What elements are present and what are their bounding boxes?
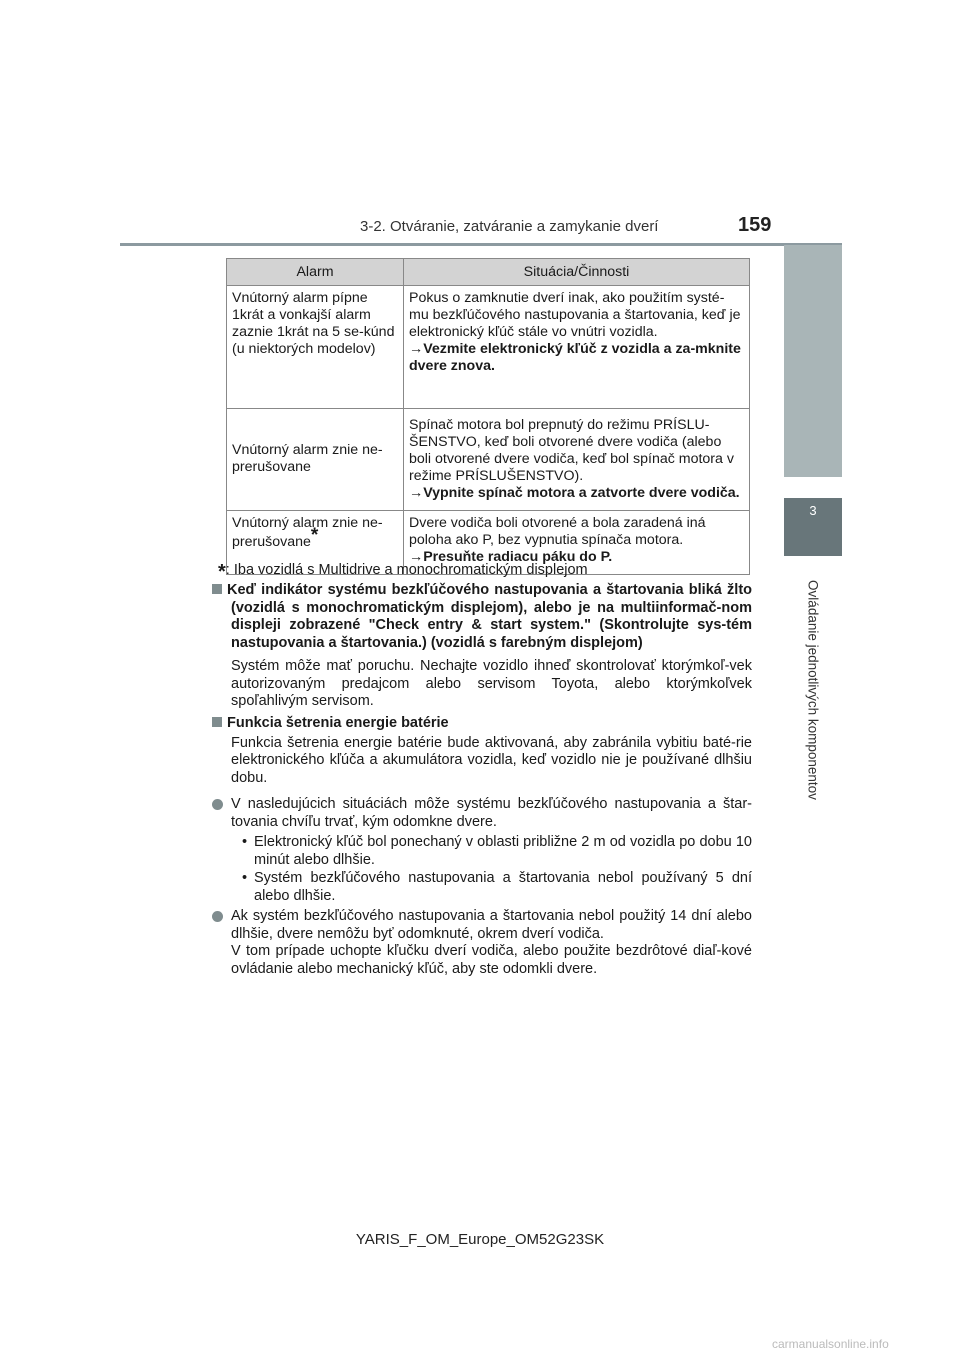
square-bullet-icon [212, 717, 222, 727]
action-text: →Vypnite spínač motora a zatvorte dvere vodiča. [409, 484, 740, 501]
table-cell-alarm [227, 286, 404, 409]
list-item [242, 870, 752, 905]
action-text: →Presuňte radiacu páku do P. [409, 549, 613, 565]
page-number: 159 [738, 214, 772, 236]
watermark: carmanualsonline.info [772, 1337, 889, 1351]
section-heading: Keď indikátor systému bezkľúčového nastupovania a štartovania bliká žlto (vozidlá s monochromatickým displejom), alebo je na multiinformač-nom displeji zobrazené "Check entry & start system." (Skontrolujte sys-tém nastupovania a štartovania.) (vozidlá s farebným displejom) [227, 582, 752, 651]
footnote [218, 557, 588, 583]
sub-bullet-text: Systém bezkľúčového nastupovania a štartovania nebol používaný 5 dní alebo dlhšie. [254, 870, 752, 904]
list-item [212, 796, 752, 831]
bullet-text: Ak systém bezkľúčového nastupovania a štartovania nebol použitý 14 dní alebo dlhšie, dvere nemôžu byť odomknuté, okrem dverí vodiča. [231, 908, 752, 942]
footnote-mark: * [218, 561, 226, 583]
alarm-table [226, 258, 750, 575]
section-energy-saving [212, 715, 752, 787]
side-tab-upper [784, 245, 842, 477]
sub-bullet-text: Elektronický kľúč bol ponechaný v oblasti približne 2 m od vozidla po dobu 10 minút alebo dlhšie. [254, 834, 752, 868]
circle-bullet-icon [212, 911, 223, 922]
footnote-text: : Iba vozidlá s Multidrive a monochromatickým displejom [225, 562, 588, 578]
table-header-situation: Situácia/Činnosti [404, 259, 750, 286]
footer-code: YARIS_F_OM_Europe_OM52G23SK [355, 1231, 605, 1248]
table-row [227, 286, 750, 409]
table-cell-situation [404, 409, 750, 511]
list-item [242, 834, 752, 869]
alarm-text: Vnútorný alarm pípne 1krát a vonkajší alarm zaznie 1krát na 5 se-kúnd (u niektorých modelov) [232, 290, 395, 357]
situation-text: Pokus o zamknutie dverí inak, ako použitím systé-mu bezkľúčového nastupovania a štartovania, keď je elektronický kľúč stále vo vnútri vozidla. [409, 290, 741, 340]
side-tab-label: Ovládanie jednotlivých komponentov [805, 580, 821, 800]
bullet-text-continued: V tom prípade uchopte kľučku dverí vodiča, alebo použite bezdrôtové diaľ-kové ovládanie alebo mechanický kľúč, aby ste odomkli dvere. [231, 943, 752, 977]
bullet-text: V nasledujúcich situáciách môže systému bezkľúčového nastupovania a štar-tovania chvíľu trvať, kým odomkne dvere. [231, 796, 752, 830]
dot-bullet-icon: • [242, 870, 248, 886]
section-body: Systém môže mať poruchu. Nechajte vozidlo ihneď skontrolovať ktorýmkoľ-vek autorizovaným predajcom alebo servisom Toyota, alebo ktorýmkoľvek spoľahlivým servisom. [231, 658, 752, 709]
header-rule [120, 243, 842, 246]
alarm-footnote-mark: * [310, 525, 319, 546]
circle-bullet-icon [212, 799, 223, 810]
table-header-row [227, 259, 750, 286]
section-battery-indicator [212, 582, 752, 711]
table-cell-alarm [227, 409, 404, 511]
alarm-text: Vnútorný alarm znie ne-prerušovane [232, 515, 383, 550]
alarm-text: Vnútorný alarm znie ne-prerušovane [232, 442, 383, 475]
list-item [212, 908, 752, 978]
square-bullet-icon [212, 584, 222, 594]
side-tab-number: 3 [809, 503, 817, 518]
table-header-alarm: Alarm [227, 259, 404, 286]
situation-text: Spínač motora bol prepnutý do režimu PRÍSLU-ŠENSTVO, keď boli otvorené dvere vodiča (alebo boli otvorené dvere vodiča, keď bol spínač motora v režime PRÍSLUŠENSTVO). [409, 416, 734, 484]
table-row [227, 409, 750, 511]
action-text: →Vezmite elektronický kľúč z vozidla a za-mknite dvere znova. [409, 341, 741, 374]
table-cell-situation [404, 286, 750, 409]
situation-text: Dvere vodiča boli otvorené a bola zaradená iná poloha ako P, bez vypnutia spínača motora. [409, 515, 706, 548]
section-body: Funkcia šetrenia energie batérie bude aktivovaná, aby zabránila vybitiu baté-rie elektronického kľúča a akumulátora vozidla, keď vozidlo nie je používané dlhšiu dobu. [231, 734, 752, 786]
section-heading: Funkcia šetrenia energie batérie [227, 715, 449, 731]
section-title: 3-2. Otváranie, zatváranie a zamykanie dverí [360, 218, 659, 235]
dot-bullet-icon: • [242, 834, 248, 850]
